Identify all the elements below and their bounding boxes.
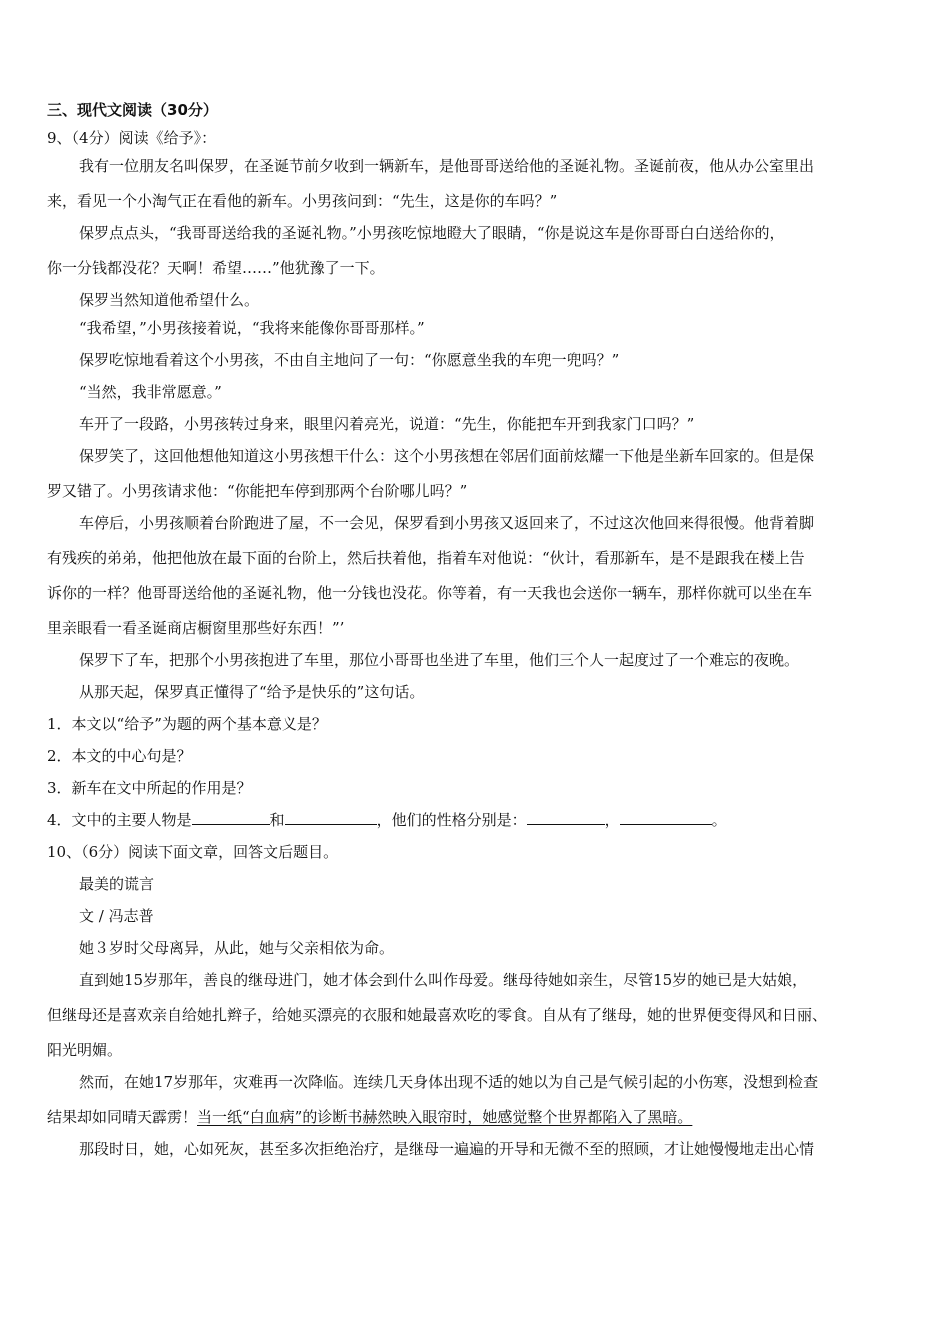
passage-line: 里亲眼看一看圣诞商店橱窗里那些好东西！”’ xyxy=(47,619,345,637)
plain-text: 结果却如同晴天霹雳！ xyxy=(47,1108,198,1126)
passage-line: 诉你的一样？他哥哥送给他的圣诞礼物，他一分钱也没花。你等着，有一天我也会送你一辆车，那样你就可以坐在车 xyxy=(47,584,813,602)
answer-blank[interactable] xyxy=(192,810,270,825)
passage-line: 有残疾的弟弟，他把他放在最下面的台阶上，然后扶着他，指着车对他说：“伙计，看那新车，是不是跟我在楼上告 xyxy=(47,549,805,567)
document-page xyxy=(47,100,907,1171)
passage-paragraph xyxy=(47,1139,907,1159)
question-text: ，他们的性格分别是： xyxy=(376,811,527,829)
passage-paragraph xyxy=(47,318,907,338)
passage-paragraph xyxy=(47,650,907,670)
passage-paragraph xyxy=(47,938,907,958)
passage-line: “当然，我非常愿意。” xyxy=(79,383,222,401)
passage-line: “我希望，”小男孩接着说，“我将来能像你哥哥那样。” xyxy=(79,319,425,337)
answer-blank[interactable] xyxy=(527,810,605,825)
sub-question: 1．本文以“给予”为题的两个基本意义是？ xyxy=(47,715,327,733)
passage-paragraph xyxy=(47,382,907,402)
passage-paragraph xyxy=(47,350,907,370)
passage-paragraph xyxy=(47,446,907,501)
passage-line: 车停后，小男孩顺着台阶跑进了屋，不一会见，保罗看到小男孩又返回来了，不过这次他回来得很慢。他背着脚 xyxy=(79,514,815,532)
passage-paragraph xyxy=(47,970,907,1060)
passage-line: 保罗吃惊地看着这个小男孩，不由自主地问了一句：“你愿意坐我的车兜一兜吗？” xyxy=(79,351,620,369)
passage-line: 她３岁时父母离异，从此，她与父亲相依为命。 xyxy=(79,939,395,957)
answer-blank[interactable] xyxy=(285,810,377,825)
passage-line: 阳光明媚。 xyxy=(47,1041,123,1059)
answer-blank[interactable] xyxy=(620,810,712,825)
section-title: 三、现代文阅读（30分） xyxy=(47,101,218,119)
passage-line: 那段时日，她，心如死灰，甚至多次拒绝治疗，是继母一遍遍的开导和无微不至的照顾，才让她慢慢地走出心情 xyxy=(79,1140,815,1158)
passage-paragraph xyxy=(47,414,907,434)
passage-line: 保罗当然知道他希望什么。 xyxy=(79,291,260,309)
passage-line xyxy=(47,1107,907,1127)
passage-paragraph xyxy=(47,682,907,702)
question-10-header: 10、（6分）阅读下面文章，回答文后题目。 xyxy=(47,843,339,861)
sub-question: 2．本文的中心句是？ xyxy=(47,747,192,765)
passage-line: 来，看见一个小淘气正在看他的新车。小男孩问到：“先生，这是你的车吗？” xyxy=(47,192,558,210)
passage-paragraph xyxy=(47,290,907,310)
passage-line: 你一分钱都没花？天啊！希望……”他犹豫了一下。 xyxy=(47,259,385,277)
passage-paragraph xyxy=(47,223,907,278)
passage-line: 从那天起，保罗真正懂得了“给予是快乐的”这句话。 xyxy=(79,683,425,701)
passage-line: 车开了一段路，小男孩转过身来，眼里闪着亮光，说道：“先生，你能把车开到我家门口吗？” xyxy=(79,415,695,433)
underlined-sentence: 当一纸“白血病”的诊断书赫然映入眼帘时，她感觉整个世界都陷入了黑暗。 xyxy=(197,1108,693,1126)
question-text: 4．文中的主要人物是 xyxy=(47,811,192,829)
passage-line: 但继母还是喜欢亲自给她扎辫子，给她买漂亮的衣服和她最喜欢吃的零食。自从有了继母，她的世界便变得风和日丽、 xyxy=(47,1006,828,1024)
passage-line: 保罗笑了，这回他想他知道这小男孩想干什么：这个小男孩想在邻居们面前炫耀一下他是坐新车回家的。但是保 xyxy=(79,447,815,465)
article-author: 文 / 冯志普 xyxy=(79,907,154,925)
article-title: 最美的谎言 xyxy=(79,875,155,893)
passage-paragraph xyxy=(47,1072,907,1127)
question-9-header: 9、（4分）阅读《给予》： xyxy=(47,129,217,147)
passage-line: 保罗点点头，“我哥哥送给我的圣诞礼物。”小男孩吃惊地瞪大了眼睛，“你是说这车是你哥哥白白送给你的， xyxy=(79,224,785,242)
sub-question: 3．新车在文中所起的作用是？ xyxy=(47,779,252,797)
passage-line: 然而，在她17岁那年，灾难再一次降临。连续几天身体出现不适的她以为自己是气候引起的小伤寒，没想到检查 xyxy=(79,1073,819,1091)
question-text: 。 xyxy=(711,811,727,829)
passage-paragraph xyxy=(47,156,907,211)
passage-line: 直到她15岁那年，善良的继母进门，她才体会到什么叫作母爱。继母待她如亲生，尽管15岁的她已是大姑娘， xyxy=(79,971,808,989)
passage-line: 我有一位朋友名叫保罗，在圣诞节前夕收到一辆新车，是他哥哥送给他的圣诞礼物。圣诞前夜，他从办公室里出 xyxy=(79,157,815,175)
question-text: 和 xyxy=(269,811,285,829)
passage-line: 罗又错了。小男孩请求他：“你能把车停到那两个台阶哪儿吗？” xyxy=(47,482,468,500)
question-text: ， xyxy=(604,811,620,829)
sub-question-fill-in xyxy=(47,810,907,830)
passage-paragraph xyxy=(47,513,907,638)
passage-line: 保罗下了车，把那个小男孩抱进了车里，那位小哥哥也坐进了车里，他们三个人一起度过了一个难忘的夜晚。 xyxy=(79,651,800,669)
